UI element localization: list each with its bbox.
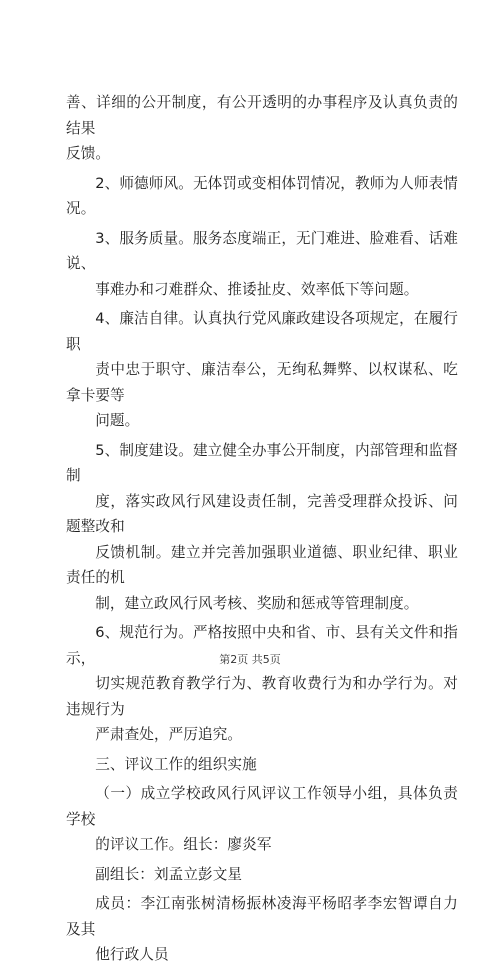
text-line: 制，建立政风行风考核、奖励和惩戒等管理制度。: [95, 594, 419, 612]
text-line: 他行政人员: [95, 946, 169, 963]
text-line: 3、服务质量。服务态度端正，无门难进、脸难看、话难说、: [66, 229, 458, 272]
text-line: 6、规范行为。严格按照中央和省、市、县有关文件和指示，: [66, 624, 458, 667]
paragraph: [66, 438, 458, 617]
paragraph: [66, 862, 458, 888]
text-line: （一）成立学校政风行风评议工作领导小组，具体负责学校: [66, 785, 458, 828]
text-line: 严肃查处，严厉追究。: [95, 726, 243, 743]
document-body: [66, 90, 458, 972]
paragraph: [66, 306, 458, 434]
text-line: 问题。: [95, 412, 140, 429]
text-line: 责中忠于职守、廉洁奉公，无绚私舞弊、以权谋私、吃拿卡要等: [66, 361, 458, 404]
text-line: 成员：李江南张树清杨振林凌海平杨昭孝李宏智谭自力及其: [66, 895, 458, 938]
paragraph: [66, 891, 458, 968]
text-line: 的评议工作。组长：廖炎军: [95, 836, 272, 853]
text-line: 三、评议工作的组织实施: [95, 755, 257, 773]
paragraph: [66, 226, 458, 303]
paragraph: [66, 781, 458, 858]
paragraph: [66, 752, 458, 778]
text-line: 4、廉洁自律。认真执行党风廉政建设各项规定，在履行职: [66, 310, 458, 353]
paragraph: [66, 90, 458, 167]
text-line: 反馈。: [66, 145, 111, 162]
page-footer: 第2页 共5页: [219, 653, 281, 666]
text-line: 反馈机制。建立并完善加强职业道德、职业纪律、职业责任的机: [66, 543, 458, 586]
text-line: 5、制度建设。建立健全办事公开制度，内部管理和监督制: [66, 441, 458, 484]
text-line: 切实规范教育教学行为、教育收费行为和办学行为。对违规行为: [66, 675, 458, 718]
text-line: 2、师德师风。无体罚或变相体罚情况，教师为人师表情况。: [66, 174, 458, 217]
text-line: 善、详细的公开制度，有公开透明的办事程序及认真负责的结果: [66, 94, 458, 137]
paragraph: [66, 171, 458, 222]
text-line: 事难办和刁难群众、推诿扯皮、效率低下等问题。: [95, 280, 419, 298]
text-line: 副组长：刘孟立彭文星: [95, 865, 243, 883]
paragraph: [66, 620, 458, 748]
text-line: 度，落实政风行风建设责任制，完善受理群众投诉、问题整改和: [66, 492, 458, 535]
